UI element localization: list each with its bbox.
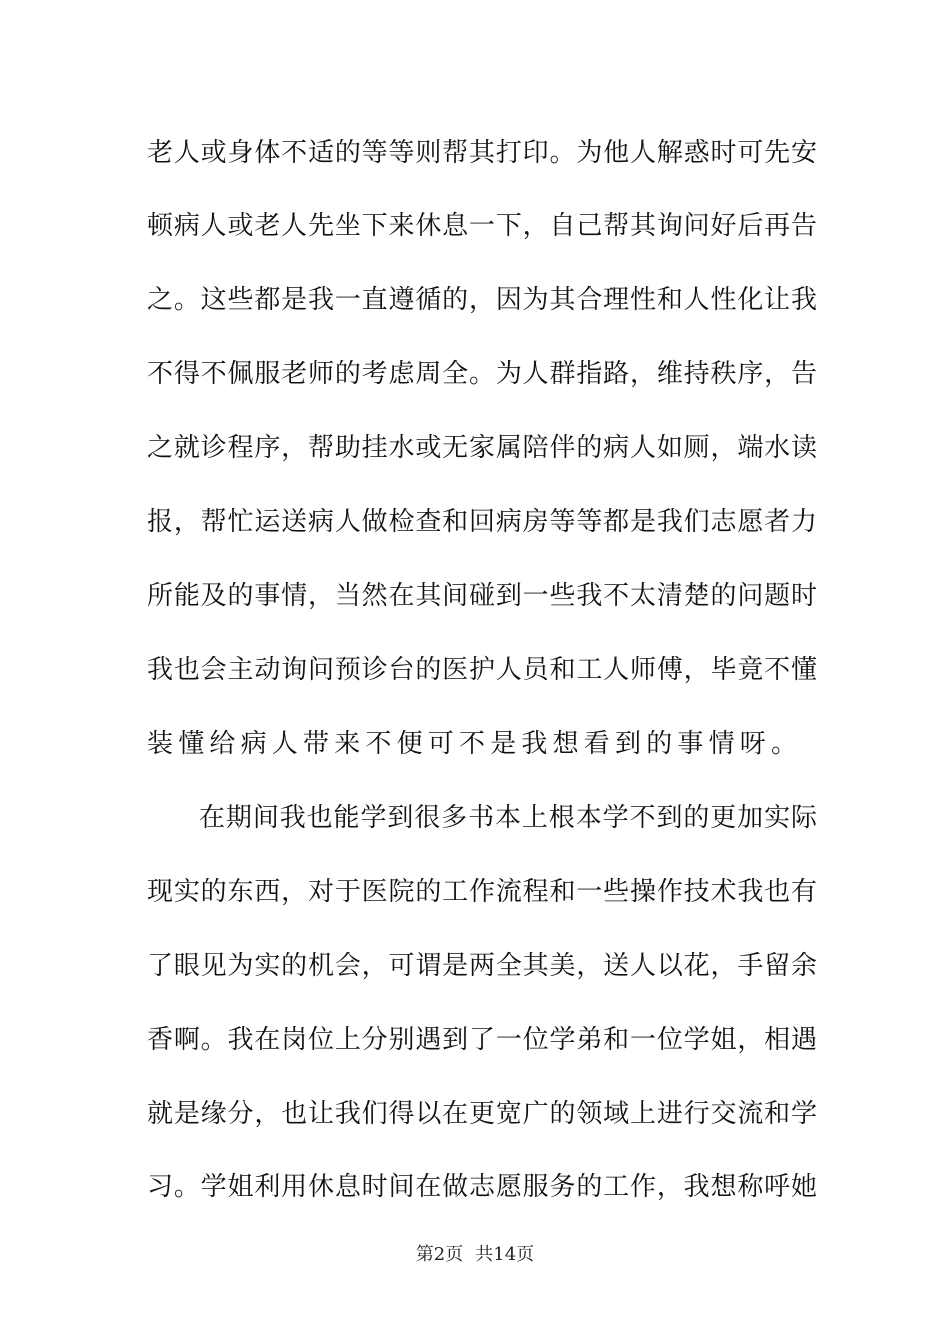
text-line: 习。学姐利用休息时间在做志愿服务的工作，我想称呼她 [147, 1172, 817, 1202]
paragraph-first-line: 在期间我也能学到很多书本上根本学不到的更加实际 [199, 803, 817, 833]
page-number: 第2页 [415, 1244, 464, 1265]
total-pages: 共14页 [475, 1244, 535, 1265]
text-line: 所能及的事情，当然在其间碰到一些我不太清楚的问题时 [147, 581, 817, 611]
text-line: 报，帮忙运送病人做检查和回病房等等都是我们志愿者力 [147, 507, 817, 537]
text-line: 香啊。我在岗位上分别遇到了一位学弟和一位学姐，相遇 [147, 1025, 817, 1055]
text-line: 就是缘分，也让我们得以在更宽广的领域上进行交流和学 [147, 1099, 817, 1129]
text-line: 现实的东西，对于医院的工作流程和一些操作技术我也有 [147, 877, 817, 907]
text-line: 不得不佩服老师的考虑周全。为人群指路，维持秩序，告 [147, 359, 817, 389]
text-line: 了眼见为实的机会，可谓是两全其美，送人以花，手留余 [147, 951, 817, 981]
text-line: 之。这些都是我一直遵循的，因为其合理性和人性化让我 [147, 285, 817, 315]
page-footer [0, 1240, 950, 1270]
text-line: 装懂给病人带来不便可不是我想看到的事情呀。 [147, 729, 803, 759]
text-line: 之就诊程序，帮助挂水或无家属陪伴的病人如厕，端水读 [147, 433, 817, 463]
text-line: 老人或身体不适的等等则帮其打印。为他人解惑时可先安 [147, 138, 817, 168]
text-line: 我也会主动询问预诊台的医护人员和工人师傅，毕竟不懂 [147, 655, 817, 685]
text-line: 顿病人或老人先坐下来休息一下，自己帮其询问好后再告 [147, 211, 817, 241]
